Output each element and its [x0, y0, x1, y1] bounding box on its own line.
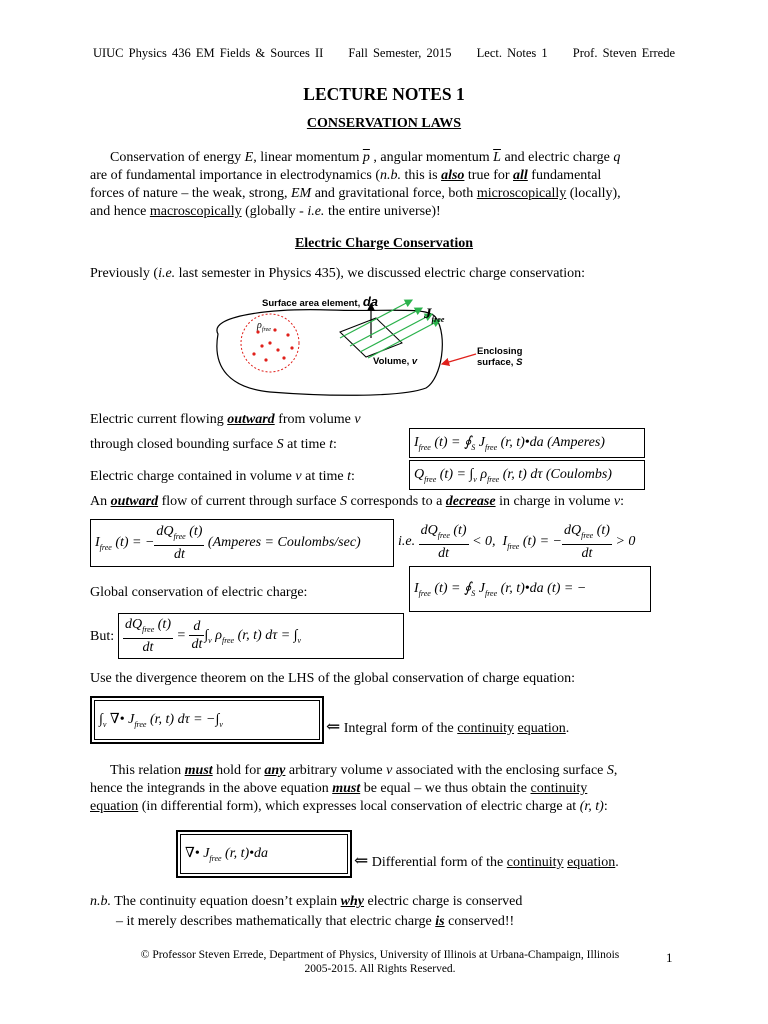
- differential-underlined: continuity: [506, 855, 564, 870]
- eq-sub: free: [485, 588, 498, 598]
- header-semester: Fall Semester, 2015: [348, 46, 452, 60]
- footer-line-1: © Professor Steven Errede, Department of Physics, University of Illinois at Urbana-Champaign, Illinois: [140, 949, 620, 961]
- charge-volume-diagram: [200, 288, 560, 400]
- relation-text: hence the integrands in the above equation: [90, 781, 333, 796]
- relation-underlined: equation: [90, 799, 139, 814]
- outward-text: :: [620, 494, 624, 509]
- eq-den: dt: [173, 546, 185, 562]
- intro-text: and hence: [90, 204, 150, 219]
- charge-text: v: [295, 469, 302, 484]
- enclosing-text: Enclosing: [477, 346, 523, 357]
- charge-symbol: q: [613, 150, 621, 165]
- intro-text: forces of nature – the weak, strong,: [90, 186, 291, 201]
- eq-body: (t) = ∫: [436, 467, 474, 482]
- eq-sub: S: [471, 442, 476, 452]
- intro-line-2: [90, 167, 690, 185]
- eq-body: J: [199, 846, 210, 861]
- outward-line: [90, 493, 624, 511]
- eq-fraction: $\frac{d}{dt}$: [191, 619, 203, 653]
- eq-num: dQ: [156, 523, 174, 539]
- eq-body: ρ: [211, 628, 222, 643]
- prev-text: last semester in Physics 435), we discussed electric charge conservation:: [175, 266, 586, 281]
- intro-text: (locally),: [566, 186, 621, 201]
- nb-text: electric charge is conserved: [364, 894, 523, 909]
- integral-form-label: [326, 718, 569, 738]
- eq-body: (t) = ∮: [430, 435, 472, 450]
- eq-units: (Amperes): [547, 435, 605, 450]
- eq-num: (t): [449, 522, 467, 538]
- volume-label: [373, 356, 417, 367]
- eq-body: (r, t)•da: [221, 846, 269, 861]
- relation-line-2: [90, 780, 690, 798]
- eq-fraction: [562, 522, 612, 562]
- intro-text: are of fundamental importance in electrodynamics (: [90, 168, 380, 183]
- intro-text: Conservation of energy: [110, 150, 245, 165]
- outward-text: flow of current through surface: [158, 494, 341, 509]
- relation-text: hold for: [212, 763, 265, 778]
- j-symbol: J: [424, 306, 432, 322]
- eq-body: J: [475, 581, 485, 596]
- eq-body: (t) = ∮: [430, 581, 472, 596]
- eq-body: (r, t) dτ: [146, 712, 194, 727]
- j-sub: free: [431, 315, 445, 324]
- eq-q: Q: [414, 467, 425, 482]
- eq-i: I: [414, 435, 419, 450]
- rho-sub: free: [261, 327, 271, 333]
- eq-sub: v: [102, 719, 107, 729]
- current-text: Electric current flowing: [90, 412, 228, 427]
- angular-momentum-symbol: $\overline{L}$: [493, 150, 501, 165]
- eq-sub: free: [581, 530, 594, 540]
- relation-underlined: continuity: [530, 781, 588, 796]
- nb-text: conserved!!: [444, 914, 515, 929]
- current-text: through closed bounding surface: [90, 437, 277, 452]
- intro-text: , angular momentum: [369, 150, 494, 165]
- intro-text: i.e.: [307, 204, 325, 219]
- outward-text: An: [90, 494, 111, 509]
- volume-text: Volume,: [373, 356, 412, 367]
- eq-den: dt: [581, 545, 593, 561]
- eq-sub: S: [471, 588, 476, 598]
- eq-i: I: [95, 535, 100, 550]
- relation-text: S: [606, 763, 614, 778]
- eq-num: dQ: [420, 522, 438, 538]
- eq-body: (r, t)•da: [497, 435, 548, 450]
- nb-emphasis: is: [435, 914, 445, 929]
- charge-text: Electric charge contained in volume: [90, 469, 296, 484]
- differential-underlined: equation: [567, 855, 616, 870]
- left-arrow-icon: ⇐: [326, 717, 341, 736]
- charge-equation-box: [409, 460, 645, 490]
- volume-blob: [217, 310, 442, 396]
- eq-num: (t): [593, 522, 610, 538]
- eq-fraction: [154, 523, 204, 563]
- prev-text: Previously (: [90, 266, 159, 281]
- ie-inequalities: [398, 519, 635, 565]
- integral-underlined: continuity: [457, 721, 515, 736]
- nb-text: n.b.: [90, 894, 111, 909]
- current-text: t: [329, 437, 334, 452]
- outward-emphasis: outward: [110, 494, 159, 509]
- intro-underlined: macroscopically: [149, 204, 242, 219]
- ie-text: i.e.: [398, 534, 416, 549]
- eq-sub: free: [142, 624, 155, 634]
- current-emphasis: outward: [227, 412, 275, 427]
- eq-body: (r, t)•da: [497, 581, 548, 596]
- divergence-line: Use the divergence theorem on the LHS of the global conservation of charge equation:: [90, 671, 576, 686]
- integral-form-box: [90, 696, 324, 744]
- left-arrow-icon: ⇐: [354, 851, 369, 870]
- nb-line-2: [116, 913, 514, 931]
- eq-num: dQ: [125, 616, 143, 632]
- relation-emphasis: any: [264, 763, 286, 778]
- eq-sub: free: [424, 474, 437, 484]
- nb-emphasis: why: [340, 894, 365, 909]
- relation-line-3: [90, 798, 690, 816]
- outward-text: S: [340, 494, 348, 509]
- intro-text: EM: [290, 186, 312, 201]
- prev-text: i.e.: [158, 266, 176, 281]
- relation-text: (r, t): [579, 799, 604, 814]
- relation-emphasis: must: [184, 763, 213, 778]
- current-text: from volume: [274, 412, 355, 427]
- outward-text: in charge in volume: [495, 494, 614, 509]
- relation-text: associated with the enclosing surface: [392, 763, 607, 778]
- surface-label-text: Surface area element,: [262, 298, 363, 309]
- eq-sub: v: [208, 635, 212, 645]
- eq-den: dt: [142, 639, 154, 655]
- previously-line: [90, 265, 585, 283]
- eq-sub: free: [418, 442, 431, 452]
- relation-text: This relation: [110, 763, 185, 778]
- but-equation-box: $\frac{dQ_{free} (t)}{dt}$ = $\frac{d}{dt}$ $\int_v$ $\rho_{free}$ (r, t) $d\tau = \int_v$: [118, 613, 404, 659]
- differential-form-inner: ∇• $J_{free}$ (r, t)•da: [180, 834, 348, 874]
- relation-paragraph: [90, 762, 690, 816]
- eq-body: (r, t) dτ: [499, 467, 546, 482]
- charge-line: [90, 468, 355, 486]
- eq-sub: free: [418, 588, 431, 598]
- current-line-2: [90, 436, 337, 454]
- intro-text: (globally -: [241, 204, 308, 219]
- footer: [80, 948, 680, 976]
- page-number: 1: [666, 950, 673, 965]
- eq-sub: free: [99, 542, 112, 552]
- current-charge-equation-box: [90, 519, 394, 567]
- current-line-1: [90, 411, 361, 429]
- charge-dots: [252, 328, 293, 361]
- eq-fraction: [419, 522, 469, 562]
- energy-symbol: E: [244, 150, 254, 165]
- eq-sub: free: [173, 531, 186, 541]
- intro-text: and gravitational force, both: [311, 186, 477, 201]
- intro-emphasis: all: [513, 168, 528, 183]
- eq-num: (t): [185, 523, 203, 539]
- relation-text: arbitrary volume: [285, 763, 387, 778]
- eq-sub: free: [134, 719, 147, 729]
- eq-body: J: [124, 712, 135, 727]
- j-free-label: [424, 306, 444, 324]
- but-line: But:: [90, 629, 115, 644]
- intro-text: this is: [401, 168, 442, 183]
- header-course: UIUC Physics 436 EM Fields & Sources II: [92, 46, 324, 60]
- da-symbol: da: [362, 294, 379, 309]
- surface-text: surface,: [477, 357, 517, 368]
- eq-sub: free: [437, 530, 450, 540]
- eq-body: (t) = −: [519, 534, 562, 549]
- intro-text: fundamental: [527, 168, 602, 183]
- charge-text: :: [351, 469, 355, 484]
- differential-form-label: [354, 852, 619, 872]
- integral-text: .: [565, 721, 570, 736]
- intro-text: n.b.: [380, 168, 401, 183]
- surface-area-label: [262, 294, 378, 309]
- current-text: S: [276, 437, 284, 452]
- intro-line-1: [90, 149, 690, 167]
- rho-free-label: [257, 320, 271, 333]
- header-notes: Lect. Notes 1: [476, 46, 548, 60]
- page-title: LECTURE NOTES 1: [303, 84, 465, 104]
- eq-fraction: [123, 616, 173, 656]
- outward-emphasis: decrease: [445, 494, 496, 509]
- intro-line-4: [90, 203, 690, 221]
- current-equation-box: [409, 428, 645, 458]
- current-text: v: [354, 412, 361, 427]
- eq-units: (Coulombs): [545, 467, 612, 482]
- relation-text: :: [603, 799, 608, 814]
- section-heading: Electric Charge Conservation: [294, 236, 474, 251]
- eq-sub: v: [219, 719, 223, 729]
- eq-body: (t) = −: [111, 535, 155, 550]
- relation-text: be equal – we thus obtain the: [360, 781, 531, 796]
- eq-body: < 0,: [468, 534, 496, 549]
- eq-body: ρ: [476, 467, 488, 482]
- intro-text: true for: [464, 168, 514, 183]
- s-symbol: S: [516, 357, 523, 368]
- momentum-symbol: $\overline{p}$: [362, 150, 370, 165]
- global-conservation-box: [409, 566, 651, 612]
- eq-sub: v: [297, 635, 302, 645]
- differential-form-box: [176, 830, 352, 878]
- charge-text: t: [347, 469, 351, 484]
- eq-num: (t): [154, 616, 171, 632]
- nb-text: The continuity equation doesn’t explain: [111, 894, 341, 909]
- intro-text: the entire universe)!: [324, 204, 441, 219]
- intro-text: , linear momentum: [253, 150, 363, 165]
- relation-text: v: [386, 763, 393, 778]
- eq-sub: free: [221, 635, 235, 645]
- current-text: :: [333, 437, 337, 452]
- differential-text: .: [615, 855, 619, 870]
- eq-den: dt: [191, 637, 203, 653]
- eq-sub: free: [485, 442, 498, 452]
- integral-form-inner: $\int_v$ ∇• $J_{free}$ (r, t) $d\tau = -\int_v$: [94, 700, 320, 740]
- outward-text: corresponds to a: [347, 494, 446, 509]
- footer-line-2: 2005-2015. All Rights Reserved.: [304, 963, 456, 975]
- eq-body: (r, t) dτ: [234, 628, 281, 643]
- eq-den: dt: [438, 545, 450, 561]
- charge-text: at time: [301, 469, 348, 484]
- eq-sub: free: [487, 474, 500, 484]
- header-prof: Prof. Steven Errede: [572, 46, 676, 60]
- eq-i: I: [414, 581, 419, 596]
- intro-text: and electric charge: [500, 150, 614, 165]
- intro-line-3: [90, 185, 690, 203]
- eq-sub: free: [507, 541, 520, 551]
- eq-sub: free: [209, 853, 222, 863]
- eq-num: dQ: [563, 522, 582, 538]
- outward-text: v: [613, 494, 621, 509]
- intro-emphasis: also: [441, 168, 465, 183]
- eq-units: (Amperes = Coulombs/sec): [207, 535, 361, 550]
- page-subtitle: CONSERVATION LAWS: [306, 116, 462, 131]
- eq-i: I: [502, 534, 508, 549]
- nb-text: – it merely describes mathematically that electric charge: [116, 914, 436, 929]
- eq-body: > 0: [611, 534, 636, 549]
- eq-body: (t) = −: [547, 581, 587, 596]
- eq-sub: v: [473, 474, 477, 484]
- differential-text: Differential form of the: [368, 855, 507, 870]
- global-line: Global conservation of electric charge:: [90, 585, 308, 600]
- intro-underlined: microscopically: [476, 186, 567, 201]
- running-header: [0, 46, 768, 61]
- current-text: at time: [283, 437, 330, 452]
- integral-text: Integral form of the: [340, 721, 458, 736]
- enclosing-arrow: [442, 354, 476, 364]
- relation-text: ,: [613, 763, 618, 778]
- v-symbol: v: [411, 356, 418, 367]
- intro-paragraph: [90, 149, 690, 221]
- relation-line-1: [90, 762, 690, 780]
- eq-body: J: [475, 435, 485, 450]
- nb-line-1: [90, 893, 522, 911]
- rho-symbol: ρ: [257, 320, 262, 331]
- enclosing-label: [477, 346, 522, 368]
- relation-text: (in differential form), which expresses local conservation of electric charge at: [138, 799, 580, 814]
- relation-emphasis: must: [332, 781, 361, 796]
- integral-underlined: equation: [517, 721, 566, 736]
